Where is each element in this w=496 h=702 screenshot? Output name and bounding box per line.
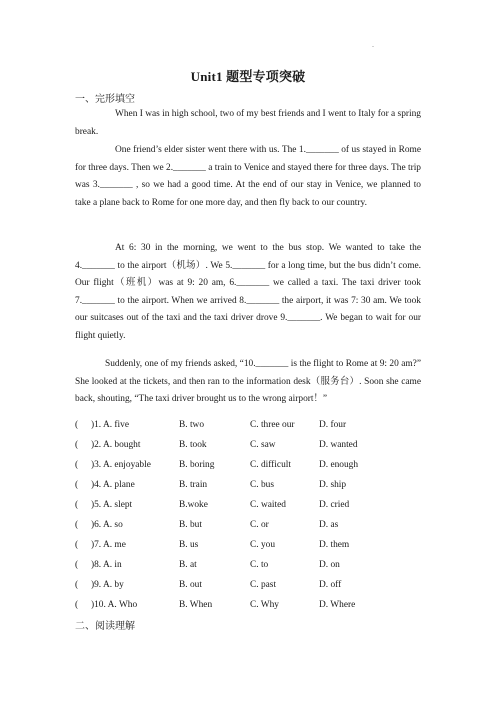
option-c: C. or <box>250 520 269 530</box>
option-b: B. boring <box>179 460 215 470</box>
page-title: Unit1 题型专项突破 <box>190 69 306 84</box>
answer-paren: ( <box>75 420 79 430</box>
option-row <box>75 420 421 434</box>
option-row <box>75 600 421 614</box>
option-d: D. them <box>319 540 350 550</box>
option-a: )1. A. five <box>91 420 130 430</box>
option-row <box>75 480 421 494</box>
option-a: )10. A. Who <box>91 600 138 610</box>
option-c: C. waited <box>250 500 286 510</box>
option-c: C. to <box>250 560 269 570</box>
option-c: C. saw <box>250 440 276 450</box>
answer-paren: ( <box>75 500 79 510</box>
option-row <box>75 500 421 514</box>
corner-mark: . <box>372 40 374 49</box>
option-a: )6. A. so <box>91 520 123 530</box>
option-d: D. ship <box>319 480 347 490</box>
option-b: B.woke <box>179 500 208 510</box>
option-a: )3. A. enjoyable <box>91 460 151 470</box>
option-b: B. two <box>179 420 205 430</box>
option-d: D. on <box>319 560 340 570</box>
option-c: C. past <box>250 580 277 590</box>
option-d: D. Where <box>319 600 356 610</box>
option-d: D. cried <box>319 500 350 510</box>
option-c: C. three our <box>250 420 295 430</box>
paragraph-4: Suddenly, one of my friends asked, “10._______ is the flight to Rome at 9: 20 am?” She looked at the tickets, and then ran to the information desk（服务台）. Soon she came back, shouting, “The taxi driver brought us to the wrong airport！” <box>75 359 421 405</box>
option-d: D. as <box>319 520 339 530</box>
answer-paren: ( <box>75 580 79 590</box>
option-b: B. When <box>179 600 213 610</box>
paragraph-2: One friend’s elder sister went there with us. The 1._______ of us stayed in Rome for three days. Then we 2._______ a train to Venice and stayed there for three days. The trip was 3._______ , so we had a good time. At the end of our stay in Venice, we planned to take a plane back to Rome for one more day, and then fly back to our country. <box>75 145 421 208</box>
option-a: )5. A. slept <box>91 500 133 510</box>
option-d: D. wanted <box>319 440 358 450</box>
option-d: D. off <box>319 580 342 590</box>
answer-paren: ( <box>75 440 79 450</box>
answer-paren: ( <box>75 460 79 470</box>
answer-paren: ( <box>75 480 79 490</box>
option-row <box>75 540 421 554</box>
option-b: B. at <box>179 560 197 570</box>
answer-paren: ( <box>75 560 79 570</box>
option-c: C. bus <box>250 480 274 490</box>
option-row <box>75 580 421 594</box>
paragraph-1: When I was in high school, two of my best friends and I went to Italy for a spring break. <box>75 109 421 137</box>
option-b: B. train <box>179 480 208 490</box>
option-d: D. four <box>319 420 347 430</box>
option-a: )2. A. bought <box>91 440 141 450</box>
option-row <box>75 440 421 454</box>
option-c: C. Why <box>250 600 279 610</box>
option-b: B. out <box>179 580 202 590</box>
option-d: D. enough <box>319 460 359 470</box>
option-b: B. but <box>179 520 202 530</box>
answer-paren: ( <box>75 600 79 610</box>
option-a: )8. A. in <box>91 560 122 570</box>
option-b: B. took <box>179 440 207 450</box>
option-row <box>75 560 421 574</box>
section-heading-cloze: 一、完形填空 <box>75 94 135 105</box>
option-row <box>75 460 421 474</box>
option-a: )4. A. plane <box>91 480 135 490</box>
paragraph-3: At 6: 30 in the morning, we went to the bus stop. We wanted to take the 4._______ to the airport（机场）. We 5._______ for a long time, but the bus didn’t come. Our flight（班机）was at 9: 20 am, 6._______ we called a taxi. The taxi driver took 7._______ to the airport. When we arrived 8._______ the airport, it was 7: 30 am. We took our suitcases out of the taxi and the taxi driver drove 9._______. We began to wait for our flight quietly. <box>75 243 421 341</box>
option-row <box>75 520 421 534</box>
answer-paren: ( <box>75 520 79 530</box>
option-c: C. difficult <box>250 460 291 470</box>
option-a: )7. A. me <box>91 540 126 550</box>
option-b: B. us <box>179 540 199 550</box>
option-a: )9. A. by <box>91 580 124 590</box>
section-heading-reading: 二、阅读理解 <box>75 621 135 632</box>
answer-paren: ( <box>75 540 79 550</box>
option-c: C. you <box>250 540 276 550</box>
